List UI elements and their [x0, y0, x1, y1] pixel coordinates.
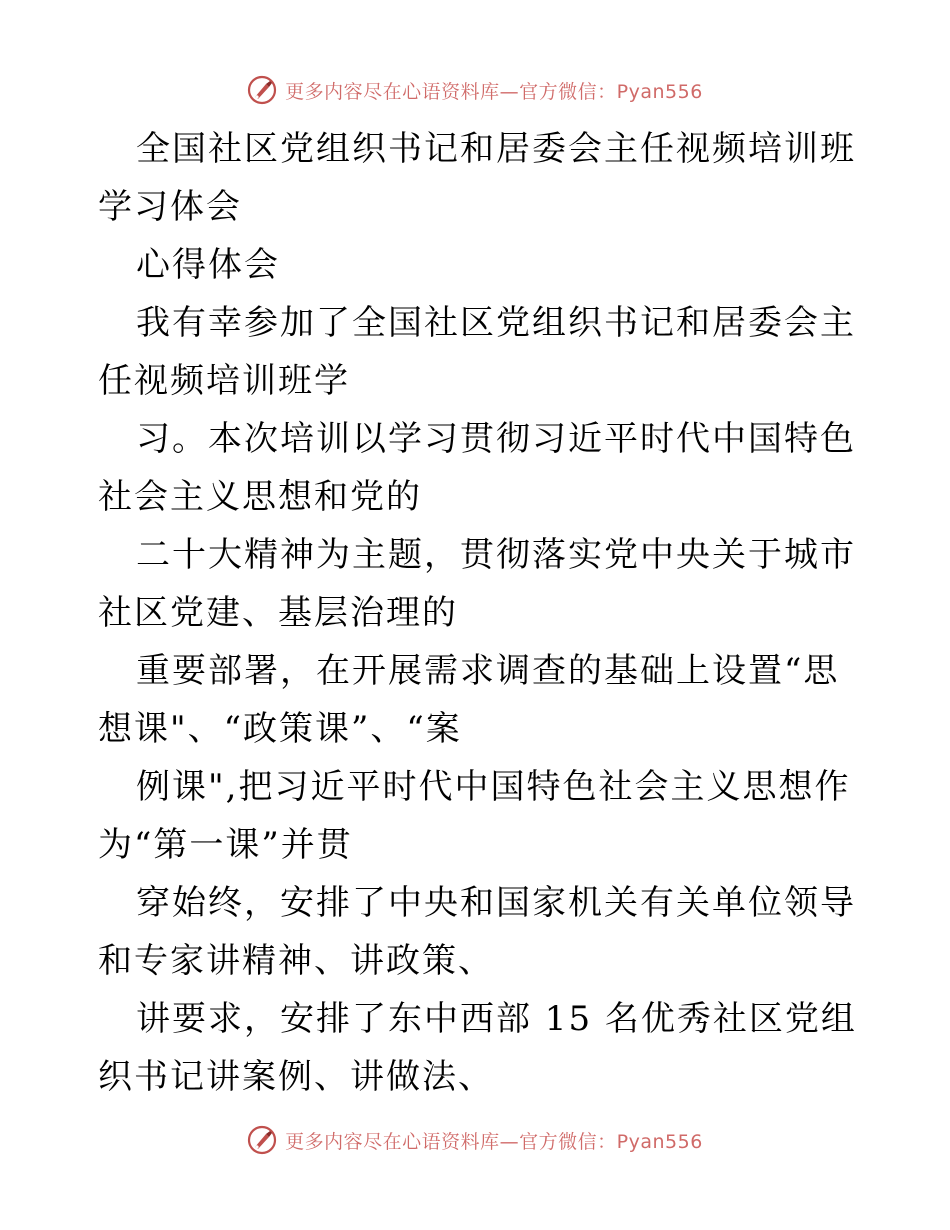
watermark-banner-top — [0, 70, 950, 110]
body-paragraph: 重要部署，在开展需求调查的基础上设置“思想课"、“政策课”、“案 — [98, 651, 840, 749]
document-body — [98, 120, 858, 1106]
body-paragraph: 二十大精神为主题，贯彻落实党中央关于城市社区党建、基层治理的 — [98, 535, 856, 633]
pen-nib-logo-icon — [247, 75, 277, 105]
body-paragraph: 讲要求，安排了东中西部 15 名优秀社区党组织书记讲案例、讲做法、 — [98, 999, 857, 1097]
body-paragraph: 习。本次培训以学习贯彻习近平时代中国特色社会主义思想和党的 — [98, 419, 856, 517]
body-paragraph: 我有幸参加了全国社区党组织书记和居委会主任视频培训班学 — [98, 303, 856, 401]
body-paragraph: 穿始终，安排了中央和国家机关有关单位领导和专家讲精神、讲政策、 — [98, 883, 856, 981]
body-paragraph: 例课",把习近平时代中国特色社会主义思想作为“第一课”并贯 — [98, 767, 851, 865]
watermark-text: 更多内容尽在心语资料库—官方微信：Pyan556 — [285, 1130, 703, 1153]
section-heading: 心得体会 — [136, 245, 280, 285]
pen-nib-logo-icon — [247, 1125, 277, 1155]
document-title: 全国社区党组织书记和居委会主任视频培训班学习体会 — [98, 129, 856, 227]
watermark-text: 更多内容尽在心语资料库—官方微信：Pyan556 — [285, 80, 703, 103]
watermark-banner-bottom — [0, 1120, 950, 1160]
